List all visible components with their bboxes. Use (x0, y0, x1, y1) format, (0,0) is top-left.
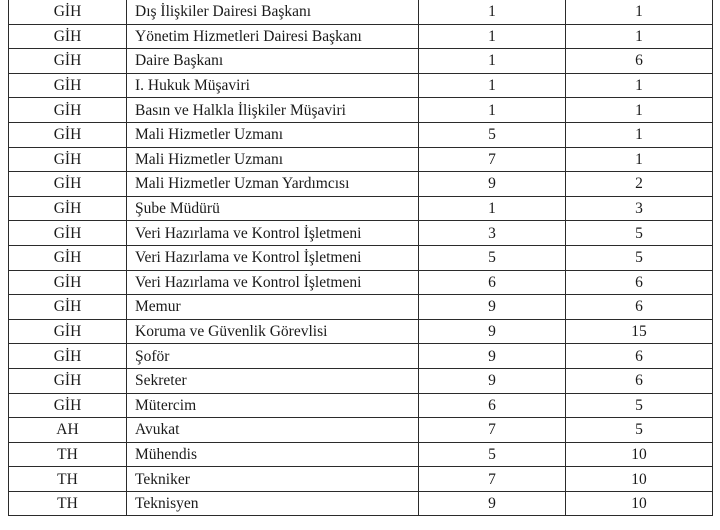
table-row (9, 467, 713, 492)
table-row (9, 319, 713, 344)
count-cell: 5 (566, 393, 713, 418)
position-title-cell: I. Hukuk Müşaviri (127, 73, 419, 98)
staff-positions-table (8, 0, 713, 516)
class-code-cell: TH (9, 442, 127, 467)
table-row (9, 491, 713, 516)
grade-cell: 9 (419, 368, 566, 393)
grade-cell: 9 (419, 319, 566, 344)
grade-cell: 7 (419, 418, 566, 443)
grade-cell: 1 (419, 24, 566, 49)
table-row (9, 295, 713, 320)
table-row (9, 344, 713, 369)
position-title-cell: Koruma ve Güvenlik Görevlisi (127, 319, 419, 344)
class-code-cell: GİH (9, 295, 127, 320)
class-code-cell: AH (9, 418, 127, 443)
grade-cell: 1 (419, 49, 566, 74)
table-row (9, 98, 713, 123)
grade-cell: 1 (419, 0, 566, 24)
count-cell: 5 (566, 418, 713, 443)
count-cell: 3 (566, 196, 713, 221)
count-cell: 6 (566, 344, 713, 369)
count-cell: 1 (566, 0, 713, 24)
position-title-cell: Avukat (127, 418, 419, 443)
grade-cell: 5 (419, 122, 566, 147)
position-title-cell: Mütercim (127, 393, 419, 418)
grade-cell: 6 (419, 393, 566, 418)
count-cell: 5 (566, 245, 713, 270)
class-code-cell: GİH (9, 98, 127, 123)
grade-cell: 5 (419, 442, 566, 467)
class-code-cell: GİH (9, 24, 127, 49)
position-title-cell: Veri Hazırlama ve Kontrol İşletmeni (127, 221, 419, 246)
table-row (9, 147, 713, 172)
grade-cell: 9 (419, 344, 566, 369)
grade-cell: 1 (419, 98, 566, 123)
position-title-cell: Şube Müdürü (127, 196, 419, 221)
position-title-cell: Yönetim Hizmetleri Dairesi Başkanı (127, 24, 419, 49)
table-row (9, 368, 713, 393)
class-code-cell: GİH (9, 0, 127, 24)
staff-positions-table-wrapper (8, 0, 712, 516)
table-row (9, 270, 713, 295)
count-cell: 5 (566, 221, 713, 246)
table-row (9, 172, 713, 197)
position-title-cell: Mali Hizmetler Uzman Yardımcısı (127, 172, 419, 197)
class-code-cell: GİH (9, 368, 127, 393)
table-row (9, 393, 713, 418)
position-title-cell: Basın ve Halkla İlişkiler Müşaviri (127, 98, 419, 123)
position-title-cell: Memur (127, 295, 419, 320)
count-cell: 2 (566, 172, 713, 197)
table-row (9, 196, 713, 221)
count-cell: 6 (566, 49, 713, 74)
grade-cell: 1 (419, 196, 566, 221)
position-title-cell: Dış İlişkiler Dairesi Başkanı (127, 0, 419, 24)
position-title-cell: Veri Hazırlama ve Kontrol İşletmeni (127, 270, 419, 295)
position-title-cell: Şoför (127, 344, 419, 369)
class-code-cell: GİH (9, 73, 127, 98)
class-code-cell: TH (9, 467, 127, 492)
class-code-cell: GİH (9, 319, 127, 344)
grade-cell: 9 (419, 295, 566, 320)
grade-cell: 1 (419, 73, 566, 98)
count-cell: 10 (566, 491, 713, 516)
count-cell: 1 (566, 73, 713, 98)
count-cell: 1 (566, 122, 713, 147)
grade-cell: 7 (419, 467, 566, 492)
position-title-cell: Mali Hizmetler Uzmanı (127, 147, 419, 172)
table-row (9, 418, 713, 443)
class-code-cell: GİH (9, 122, 127, 147)
class-code-cell: GİH (9, 344, 127, 369)
class-code-cell: GİH (9, 172, 127, 197)
position-title-cell: Teknisyen (127, 491, 419, 516)
table-row (9, 221, 713, 246)
table-body (9, 0, 713, 516)
class-code-cell: GİH (9, 393, 127, 418)
grade-cell: 7 (419, 147, 566, 172)
grade-cell: 5 (419, 245, 566, 270)
class-code-cell: GİH (9, 221, 127, 246)
position-title-cell: Veri Hazırlama ve Kontrol İşletmeni (127, 245, 419, 270)
grade-cell: 9 (419, 491, 566, 516)
count-cell: 6 (566, 270, 713, 295)
count-cell: 15 (566, 319, 713, 344)
table-row (9, 0, 713, 24)
count-cell: 1 (566, 24, 713, 49)
count-cell: 6 (566, 368, 713, 393)
table-row (9, 442, 713, 467)
grade-cell: 6 (419, 270, 566, 295)
position-title-cell: Tekniker (127, 467, 419, 492)
count-cell: 1 (566, 147, 713, 172)
class-code-cell: GİH (9, 196, 127, 221)
grade-cell: 9 (419, 172, 566, 197)
class-code-cell: GİH (9, 270, 127, 295)
table-row (9, 49, 713, 74)
position-title-cell: Mühendis (127, 442, 419, 467)
count-cell: 10 (566, 442, 713, 467)
table-row (9, 73, 713, 98)
count-cell: 10 (566, 467, 713, 492)
position-title-cell: Daire Başkanı (127, 49, 419, 74)
class-code-cell: TH (9, 491, 127, 516)
count-cell: 6 (566, 295, 713, 320)
table-row (9, 245, 713, 270)
table-row (9, 24, 713, 49)
grade-cell: 3 (419, 221, 566, 246)
count-cell: 1 (566, 98, 713, 123)
position-title-cell: Mali Hizmetler Uzmanı (127, 122, 419, 147)
class-code-cell: GİH (9, 49, 127, 74)
position-title-cell: Sekreter (127, 368, 419, 393)
table-row (9, 122, 713, 147)
class-code-cell: GİH (9, 245, 127, 270)
class-code-cell: GİH (9, 147, 127, 172)
